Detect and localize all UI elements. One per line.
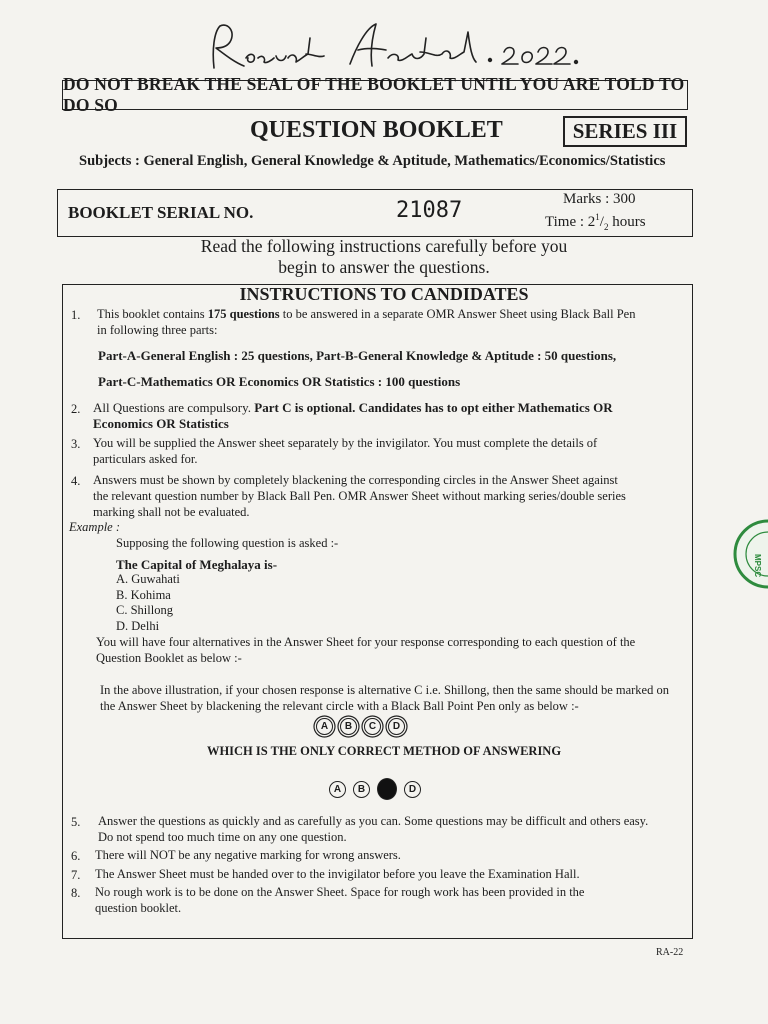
item8-line1: No rough work is to be done on the Answer Sheet. Space for rough work has been provided in the xyxy=(95,885,585,899)
item4-line2: the relevant question number by Black Ball Pen. OMR Answer Sheet without marking series/double series xyxy=(93,489,626,503)
item5-text xyxy=(98,813,648,845)
item2-text xyxy=(93,400,613,432)
example-options xyxy=(116,572,180,634)
example-intro: Supposing the following question is asked :- xyxy=(116,536,339,550)
item8-number: 8. xyxy=(71,886,81,900)
example-para1 xyxy=(96,634,635,666)
seal-warning-box xyxy=(62,74,688,115)
item2-line2: Economics OR Statistics xyxy=(93,416,229,431)
item2-number: 2. xyxy=(71,402,81,416)
correct-method-label: WHICH IS THE ONLY CORRECT METHOD OF ANSWERING xyxy=(206,744,562,758)
item4-line3: marking shall not be evaluated. xyxy=(93,505,250,519)
item1-line2: in following three parts: xyxy=(97,323,218,337)
example-para1-line1: You will have four alternatives in the Answer Sheet for your response corresponding to each question of the xyxy=(96,635,636,649)
item7-text: The Answer Sheet must be handed over to the invigilator before you leave the Examination Hall. xyxy=(95,867,580,881)
item8-line2: question booklet. xyxy=(95,901,182,915)
example-option-a: A. Guwahati xyxy=(116,572,180,586)
item3-number: 3. xyxy=(71,437,81,451)
example-option-c: C. Shillong xyxy=(116,603,173,617)
time-prefix: Time : 2 xyxy=(545,214,596,230)
item1-text xyxy=(97,306,635,338)
marks-label: Marks : 300 xyxy=(563,191,636,207)
serial-number-box xyxy=(57,189,693,237)
item2-bold: Part C is optional. Candidates has to opt either Mathematics OR xyxy=(254,400,613,415)
item3-line2: particulars asked for. xyxy=(93,452,198,466)
item3-text xyxy=(93,435,597,467)
marked-circle-b: B xyxy=(353,781,370,798)
item6-number: 6. xyxy=(71,849,81,863)
serial-label: BOOKLET SERIAL NO. xyxy=(68,203,254,222)
official-stamp-icon xyxy=(732,518,768,590)
read-instructions-line1: Read the following instructions carefully before you xyxy=(200,236,568,256)
item4-line1: Answers must be shown by completely blackening the corresponding circles in the Answer Sheet against xyxy=(93,473,618,487)
item5-number: 5. xyxy=(71,815,81,829)
marked-circle-a: A xyxy=(329,781,346,798)
example-label: Example : xyxy=(69,520,121,534)
item5-line2: Do not spend too much time on any one question. xyxy=(98,830,347,844)
handwritten-title-signature xyxy=(200,18,580,78)
time-suffix: hours xyxy=(608,214,646,230)
example-para1-line2: Question Booklet as below :- xyxy=(96,651,242,665)
stamp-text: MPSC xyxy=(753,554,762,578)
item8-text xyxy=(95,884,584,916)
marked-circle-d: D xyxy=(404,781,421,798)
item1-number: 1. xyxy=(71,308,81,322)
read-instructions-line2: begin to answer the questions. xyxy=(278,257,490,277)
item1-bold: 175 questions xyxy=(207,307,280,321)
instructions-title: INSTRUCTIONS TO CANDIDATES xyxy=(239,284,529,304)
series-badge xyxy=(563,116,687,147)
parts-line2: Part-C-Mathematics OR Economics OR Statistics : 100 questions xyxy=(98,374,461,389)
example-para2-line2: the Answer Sheet by blackening the relevant circle with a Black Ball Point Pen only as below :- xyxy=(100,699,579,713)
time-label: Time : $2^1/_2$ hours xyxy=(545,212,646,232)
subjects-line: Subjects : General English, General Knowledge & Aptitude, Mathematics/Economics/Statistics xyxy=(79,153,666,169)
item6-text: There will NOT be any negative marking for wrong answers. xyxy=(95,848,401,862)
time-fraction-numerator: 1 xyxy=(595,212,600,222)
example-option-b: B. Kohima xyxy=(116,587,171,602)
answer-circle-d: D xyxy=(388,718,405,735)
marked-circle-c-filled xyxy=(377,778,397,800)
blank-answer-circles xyxy=(316,718,405,735)
item5-line1: Answer the questions as quickly and as carefully as you can. Some questions may be difficult and others easy. xyxy=(98,814,649,828)
item4-number: 4. xyxy=(71,474,81,488)
item1-post: to be answered in a separate OMR Answer Sheet using Black Ball Pen xyxy=(279,307,636,321)
answer-circle-b: B xyxy=(340,718,357,735)
example-para2 xyxy=(100,682,669,714)
example-question: The Capital of Meghalaya is- xyxy=(116,557,278,572)
item4-text xyxy=(93,472,626,520)
item7-number: 7. xyxy=(71,868,81,882)
example-option-d: D. Delhi xyxy=(116,618,160,633)
example-para2-line1: In the above illustration, if your chosen response is alternative C i.e. Shillong, then the same should be marked on xyxy=(100,683,669,697)
answer-circle-c: C xyxy=(364,718,381,735)
footer-code: RA-22 xyxy=(656,947,684,958)
item3-line1: You will be supplied the Answer sheet separately by the invigilator. You must complete the details of xyxy=(93,436,598,450)
parts-line1: Part-A-General English : 25 questions, Part-B-General Knowledge & Aptitude : 50 questions, xyxy=(98,348,617,363)
answer-circle-a: A xyxy=(316,718,333,735)
item1-pre: This booklet contains xyxy=(97,307,208,321)
marked-answer-circles xyxy=(329,778,421,800)
serial-number: 21087 xyxy=(396,198,463,223)
item2-pre: All Questions are compulsory. xyxy=(93,400,255,415)
read-instructions xyxy=(0,236,768,278)
page-title: QUESTION BOOKLET xyxy=(250,117,503,143)
seal-warning-text: DO NOT BREAK THE SEAL OF THE BOOKLET UNTIL YOU ARE TOLD TO DO SO xyxy=(63,74,685,115)
time-fraction-denominator: 2 xyxy=(603,222,609,232)
series-label: SERIES III xyxy=(572,119,678,143)
